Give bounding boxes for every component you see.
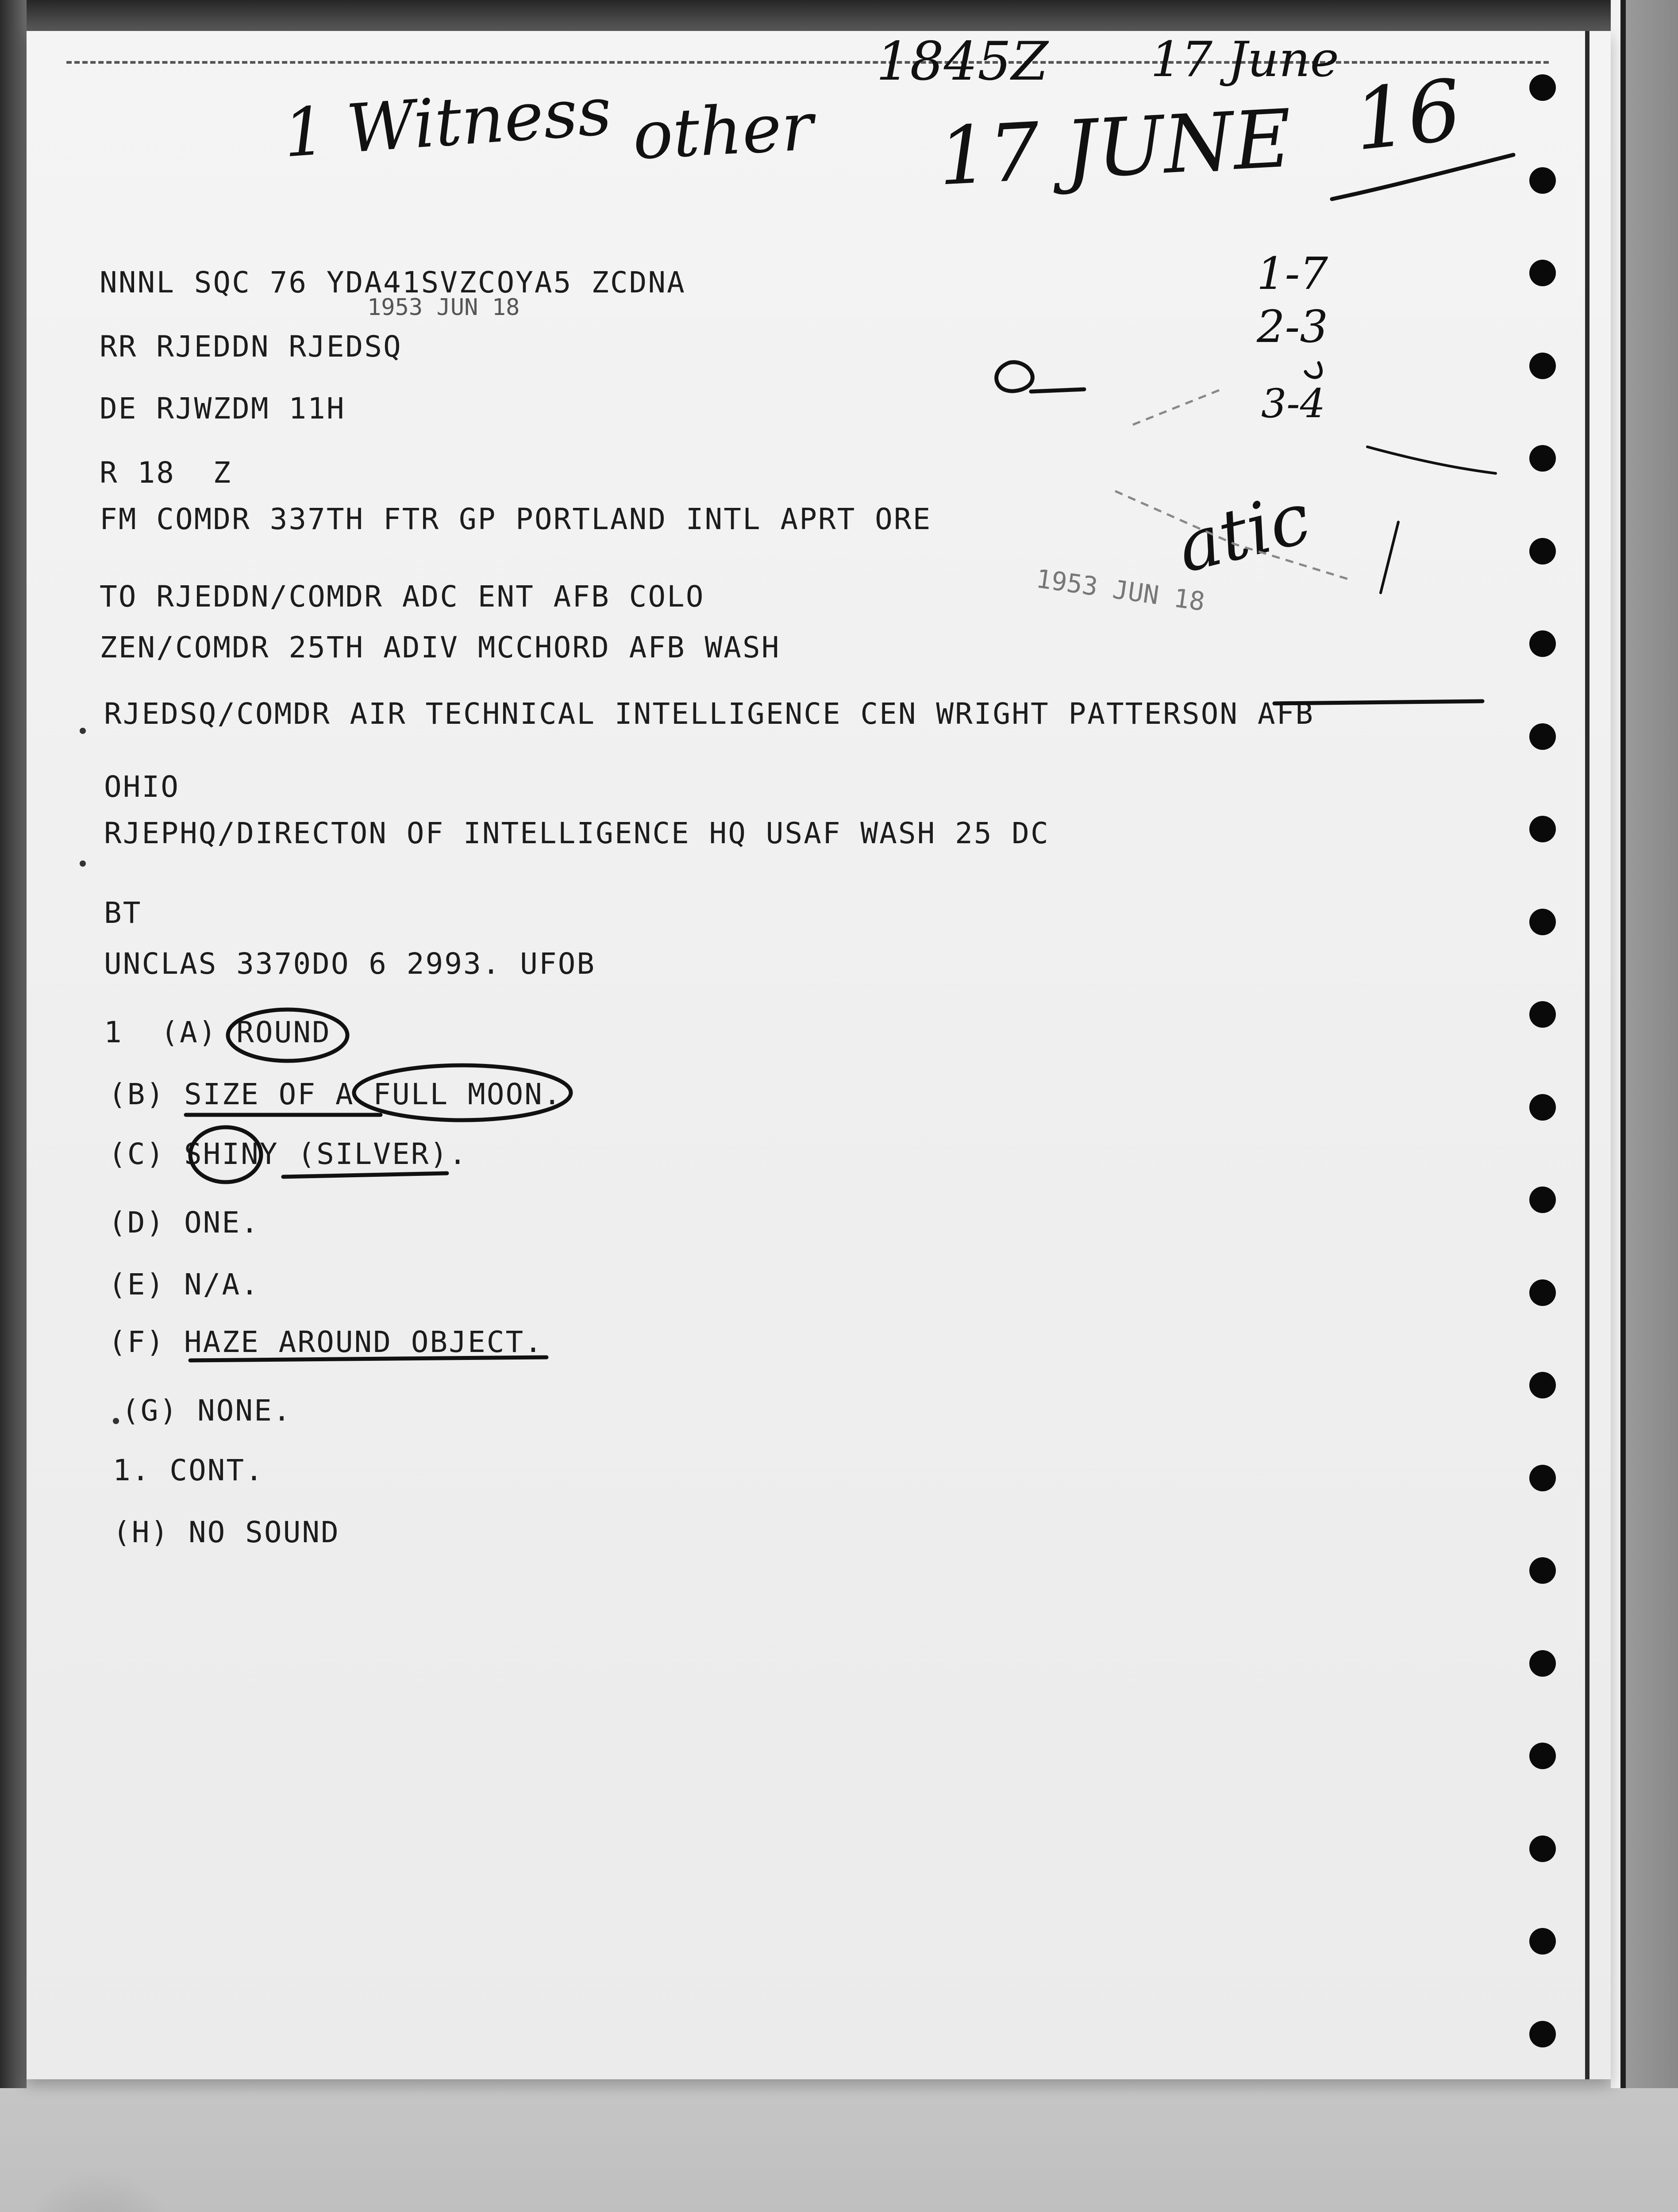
item-c-color: (C) SHINY (SILVER). xyxy=(108,1137,468,1171)
sprocket-hole xyxy=(1529,909,1556,935)
sprocket-hole xyxy=(1529,1001,1556,1028)
sprocket-hole xyxy=(1529,1187,1556,1213)
sprocket-hole xyxy=(1529,538,1556,565)
sprocket-hole xyxy=(1529,1743,1556,1769)
sprocket-hole xyxy=(1529,630,1556,657)
sprocket-hole xyxy=(1529,74,1556,101)
handwritten-margin-3: 3-4 xyxy=(1261,380,1325,427)
item-h-sound: (H) NO SOUND xyxy=(113,1515,340,1549)
paper-edge-rule xyxy=(1585,31,1589,2079)
message-line-priority: RR RJEDDN RJEDSQ xyxy=(100,330,402,364)
sprocket-hole-strip xyxy=(1529,74,1556,2047)
margin-dot xyxy=(113,1418,119,1424)
message-line-info-2-cont: OHIO xyxy=(104,770,180,804)
sprocket-hole xyxy=(1529,2021,1556,2047)
sprocket-hole xyxy=(1529,1650,1556,1677)
sprocket-hole xyxy=(1529,167,1556,194)
message-line-subject: UNCLAS 3370DO 6 2993. UFOB xyxy=(104,947,596,981)
message-line-info-3: RJEPHQ/DIRECTON OF INTELLIGENCE HQ USAF WASH 25 DC xyxy=(104,816,1050,850)
sprocket-hole xyxy=(1529,1557,1556,1584)
item-b-size: (B) SIZE OF A FULL MOON. xyxy=(108,1077,562,1111)
sprocket-hole xyxy=(1529,353,1556,379)
scan-edge-top xyxy=(0,0,1678,31)
sprocket-hole xyxy=(1529,1094,1556,1121)
handwritten-margin-2: 2-3 xyxy=(1257,301,1328,353)
margin-dot xyxy=(80,728,86,734)
sprocket-hole xyxy=(1529,1279,1556,1306)
message-line-origin: DE RJWZDM 11H xyxy=(100,392,346,426)
message-line-from: FM COMDR 337TH FTR GP PORTLAND INTL APRT ORE xyxy=(100,502,932,536)
sprocket-hole xyxy=(1529,260,1556,286)
message-line-info-2: RJEDSQ/COMDR AIR TECHNICAL INTELLIGENCE CEN WRIGHT PATTERSON AFB xyxy=(104,697,1315,731)
handwritten-margin-1: 1-7 xyxy=(1257,248,1328,300)
handwritten-number: 16 xyxy=(1349,61,1466,170)
message-line-info-1: ZEN/COMDR 25TH ADIV MCCHORD AFB WASH xyxy=(100,630,781,664)
handwritten-date-small: 17 June xyxy=(1151,31,1339,88)
header-overprint: 1953 JUN 18 xyxy=(367,294,520,321)
sprocket-hole xyxy=(1529,1836,1556,1862)
scan-edge-right xyxy=(1611,0,1678,2088)
message-line-to: TO RJEDDN/COMDR ADC ENT AFB COLO xyxy=(100,580,705,614)
message-line-dtg: R 18 Z xyxy=(100,456,232,490)
item-a-shape: 1 (A) ROUND xyxy=(104,1015,331,1049)
handwritten-time: 1845Z xyxy=(876,31,1048,92)
shadow-smudge xyxy=(35,2168,195,2212)
message-line-break: BT xyxy=(104,896,142,930)
item-continued: 1. CONT. xyxy=(113,1453,264,1487)
scan-edge-left xyxy=(0,0,27,2088)
received-stamp: 1953 JUN 18 xyxy=(1034,563,1207,617)
margin-dot xyxy=(80,860,86,867)
message-line-routing: NNNL SQC 76 YDA41SVZCOYA5 ZCDNA xyxy=(100,265,686,300)
background-surface xyxy=(0,2079,1678,2212)
item-f-features: (F) HAZE AROUND OBJECT. xyxy=(108,1325,543,1359)
sprocket-hole xyxy=(1529,723,1556,750)
handwritten-margin-word: atic xyxy=(1169,476,1318,589)
sprocket-hole xyxy=(1529,816,1556,842)
handwritten-date-large: 17 JUNE xyxy=(936,92,1294,204)
sprocket-hole xyxy=(1529,1372,1556,1398)
item-g-trail: (G) NONE. xyxy=(122,1394,292,1428)
handwritten-witness: 1 Witness xyxy=(281,73,614,173)
item-d-number: (D) ONE. xyxy=(108,1206,260,1240)
sprocket-hole xyxy=(1529,445,1556,472)
item-e-formation: (E) N/A. xyxy=(108,1267,260,1302)
sprocket-hole xyxy=(1529,1928,1556,1955)
handwritten-other: other xyxy=(631,88,815,175)
sprocket-hole xyxy=(1529,1465,1556,1491)
